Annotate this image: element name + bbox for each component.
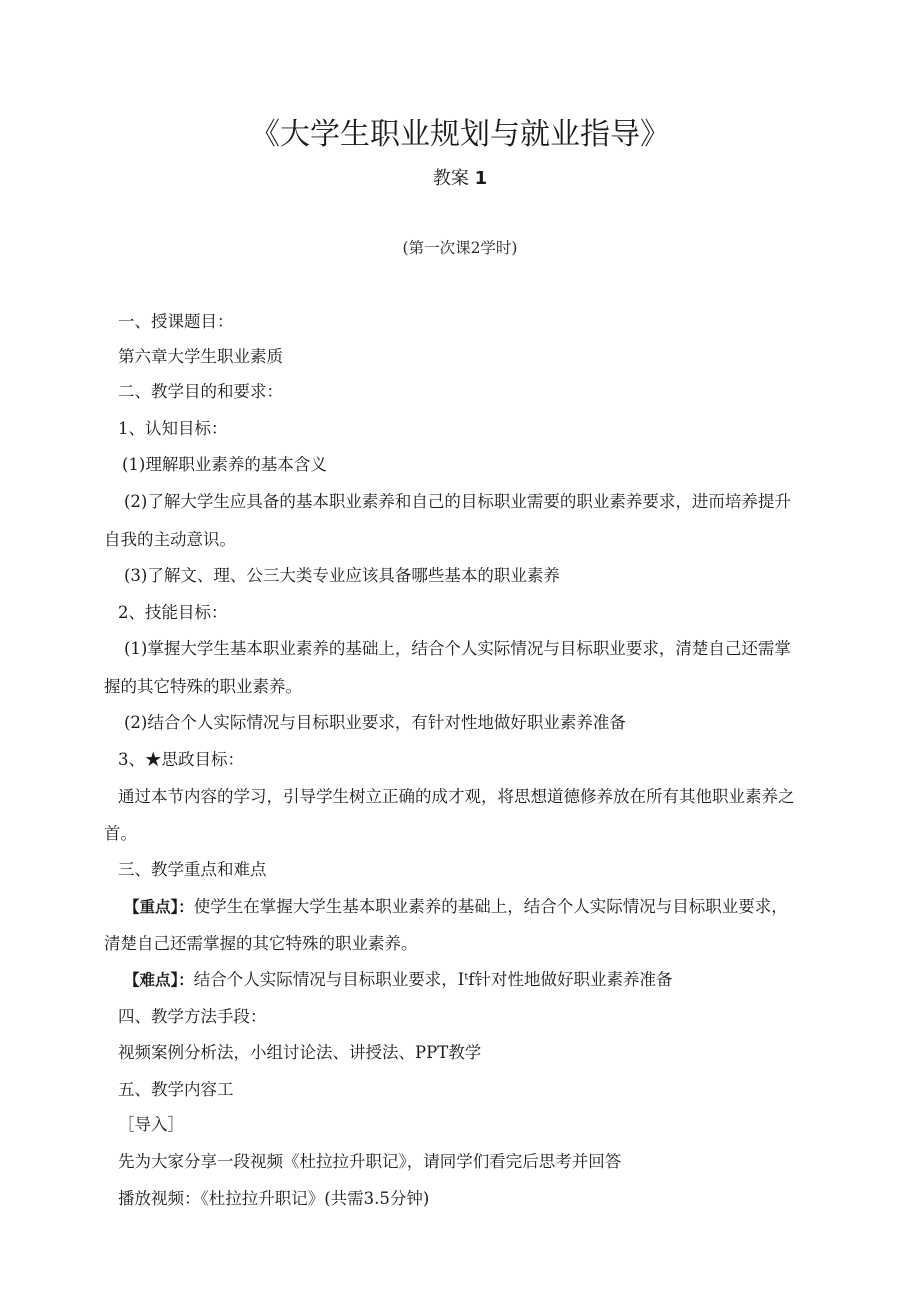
intro-line1: 先为大家分享一段视频《杜拉拉升职记》，请同学们看完后思考并回答 bbox=[118, 1152, 622, 1171]
cognitive-item-2-line2: 自我的主动意识。 bbox=[104, 530, 236, 549]
section-heading-methods: 四、教学方法手段： bbox=[118, 1007, 267, 1026]
key-point-line2: 清楚自己还需掌握的其它特殊的职业素养。 bbox=[104, 934, 418, 953]
section-heading-key-points: 三、教学重点和难点 bbox=[118, 860, 267, 879]
difficulty-label: 【难点】： bbox=[124, 971, 194, 989]
cognitive-item-1: (1)理解职业素养的基本含义 bbox=[122, 455, 327, 474]
section-heading-objectives: 二、教学目的和要求： bbox=[118, 382, 283, 401]
subheading-ideology: 3、★思政目标： bbox=[118, 750, 244, 769]
cognitive-item-2-line1: (2)了解大学生应具备的基本职业素养和自己的目标职业需要的职业素养要求，进而培养提升 bbox=[124, 492, 791, 511]
subtitle-number: 1 bbox=[474, 168, 488, 189]
subheading-skill: 2、技能目标： bbox=[118, 603, 228, 622]
subheading-cognitive: 1、认知目标： bbox=[118, 419, 228, 438]
skill-item-1-line2: 握的其它特殊的职业素养。 bbox=[104, 677, 302, 696]
difficulty-text: 结合个人实际情况与目标职业要求，Iᵗf针对性地做好职业素养准备 bbox=[193, 970, 673, 989]
key-point-line1 bbox=[124, 895, 788, 919]
ideology-body-line2: 首。 bbox=[104, 824, 137, 843]
cognitive-item-3: (3)了解文、理、公三大类专业应该具备哪些基本的职业素养 bbox=[124, 566, 560, 585]
skill-item-2: (2)结合个人实际情况与目标职业要求，有针对性地做好职业素养准备 bbox=[124, 713, 626, 732]
ideology-body-line1: 通过本节内容的学习，引导学生树立正确的成才观，将思想道德修养放在所有其他职业素养之 bbox=[118, 787, 795, 806]
key-point-text: 使学生在掌握大学生基本职业素养的基础上，结合个人实际情况与目标职业要求， bbox=[193, 897, 788, 916]
difficulty-line bbox=[124, 968, 672, 992]
intro-label: ［导入］ bbox=[118, 1115, 184, 1134]
methods-body: 视频案例分析法，小组讨论法、讲授法、PPT教学 bbox=[118, 1043, 482, 1062]
document-subtitle bbox=[0, 166, 920, 192]
subtitle-text: 教案 bbox=[432, 168, 469, 189]
session-note: (第一次课2学时) bbox=[402, 239, 518, 257]
skill-item-1-line1: (1)掌握大学生基本职业素养的基础上，结合个人实际情况与目标职业要求，清楚自己还需掌 bbox=[124, 639, 791, 658]
section-heading-content: 五、教学内容工 bbox=[118, 1080, 234, 1099]
key-point-label: 【重点】： bbox=[124, 898, 194, 916]
topic-body: 第六章大学生职业素质 bbox=[118, 347, 283, 366]
document-title: 《大学生职业规划与就业指导》 bbox=[250, 117, 670, 152]
section-heading-topic: 一、授课题目： bbox=[118, 312, 234, 331]
intro-line2: 播放视频：《杜拉拉升职记》(共需3.5分钟) bbox=[118, 1189, 430, 1208]
